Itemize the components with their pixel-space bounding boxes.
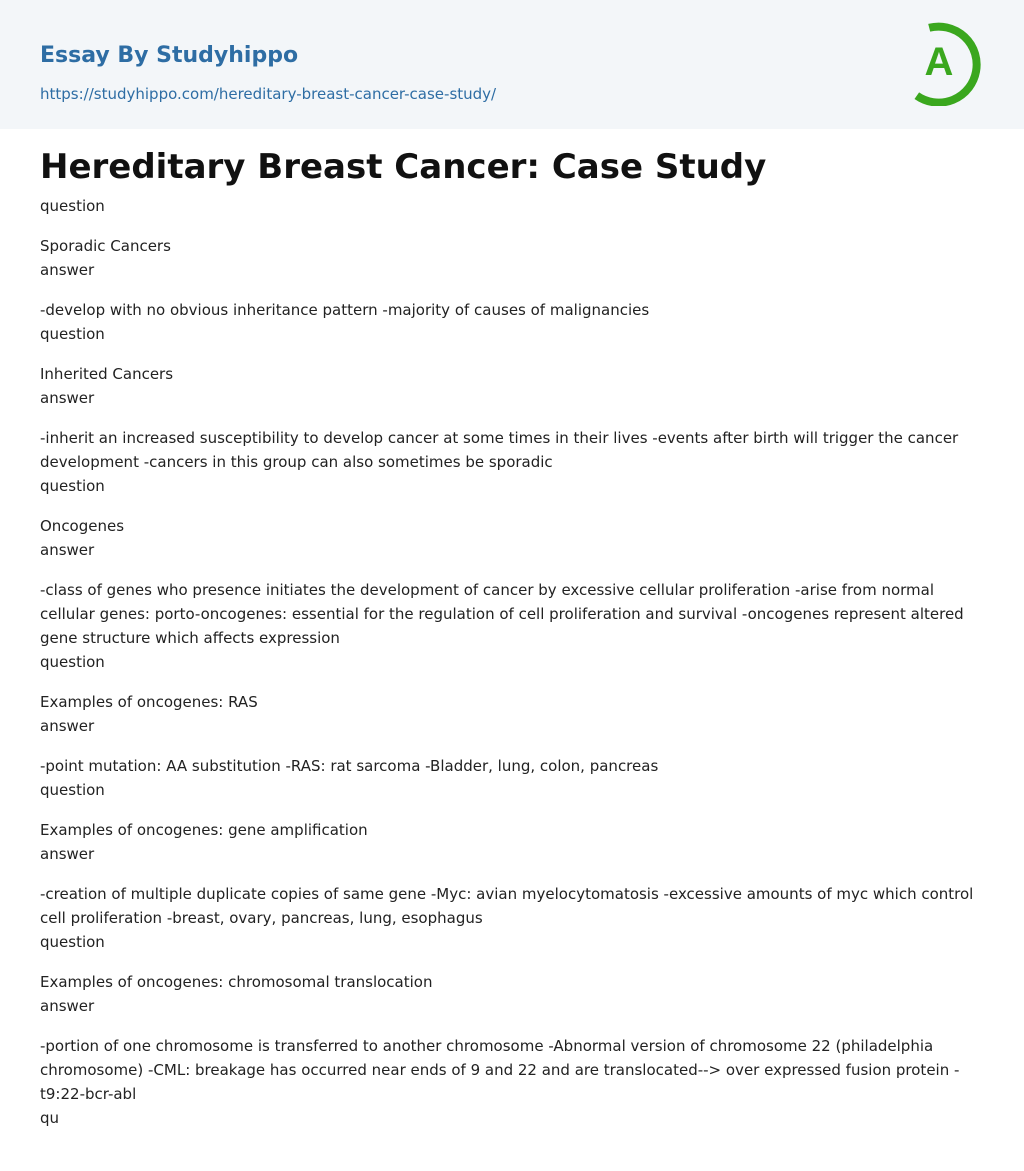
site-header <box>0 0 1024 129</box>
question-label: question <box>40 477 105 495</box>
logo-letter: A <box>924 40 954 84</box>
question-label: question <box>40 325 105 343</box>
flashcard-definition: -develop with no obvious inheritance pattern -majority of causes of malignancies <box>40 301 650 319</box>
question-label: question <box>40 781 105 799</box>
flashcard-term: Examples of oncogenes: RAS <box>40 693 258 711</box>
flashcard-term: Sporadic Cancers <box>40 237 171 255</box>
truncated-question-label: qu <box>40 1109 60 1127</box>
flashcard-definition: -portion of one chromosome is transferred to another chromosome -Abnormal version of chromosome 22 (philadelphia chromosome) -CML: breakage has occurred near ends of 9 and 22 and are translocated--> over expressed fusion protein -t9:22-bcr-abl <box>40 1037 960 1103</box>
flashcard-definition: -inherit an increased susceptibility to develop cancer at some times in their lives -events after birth will trigger the cancer development -cancers in this group can also sometimes be sporadic <box>40 429 959 471</box>
flashcard-term: Examples of oncogenes: chromosomal translocation <box>40 973 433 991</box>
question-label: question <box>40 197 105 215</box>
studyhippo-logo-icon[interactable] <box>912 18 988 106</box>
flashcard-term: Inherited Cancers <box>40 365 174 383</box>
flashcard-definition: -class of genes who presence initiates the development of cancer by excessive cellular proliferation -arise from normal cellular genes: porto-oncogenes: essential for the regulation of cell proliferation and survival -oncogenes represent altered gene structure which affects expression <box>40 581 964 647</box>
flashcard-content <box>40 194 988 1131</box>
flashcard-term: Examples of oncogenes: gene amplification <box>40 821 368 839</box>
answer-label: answer <box>40 845 95 863</box>
answer-label: answer <box>40 389 95 407</box>
page-title: Hereditary Breast Cancer: Case Study <box>40 147 767 187</box>
answer-label: answer <box>40 261 95 279</box>
question-label: question <box>40 933 105 951</box>
flashcard-term: Oncogenes <box>40 517 125 535</box>
page-url-link[interactable]: https://studyhippo.com/hereditary-breast-cancer-case-study/ <box>40 85 497 103</box>
answer-label: answer <box>40 541 95 559</box>
question-label: question <box>40 653 105 671</box>
flashcard-definition: -creation of multiple duplicate copies of same gene -Myc: avian myelocytomatosis -excessive amounts of myc which control cell proliferation -breast, ovary, pancreas, lung, esophagus <box>40 885 974 927</box>
answer-label: answer <box>40 997 95 1015</box>
answer-label: answer <box>40 717 95 735</box>
flashcard-definition: -point mutation: AA substitution -RAS: rat sarcoma -Bladder, lung, colon, pancreas <box>40 757 659 775</box>
site-brand[interactable]: Essay By Studyhippo <box>40 43 299 68</box>
